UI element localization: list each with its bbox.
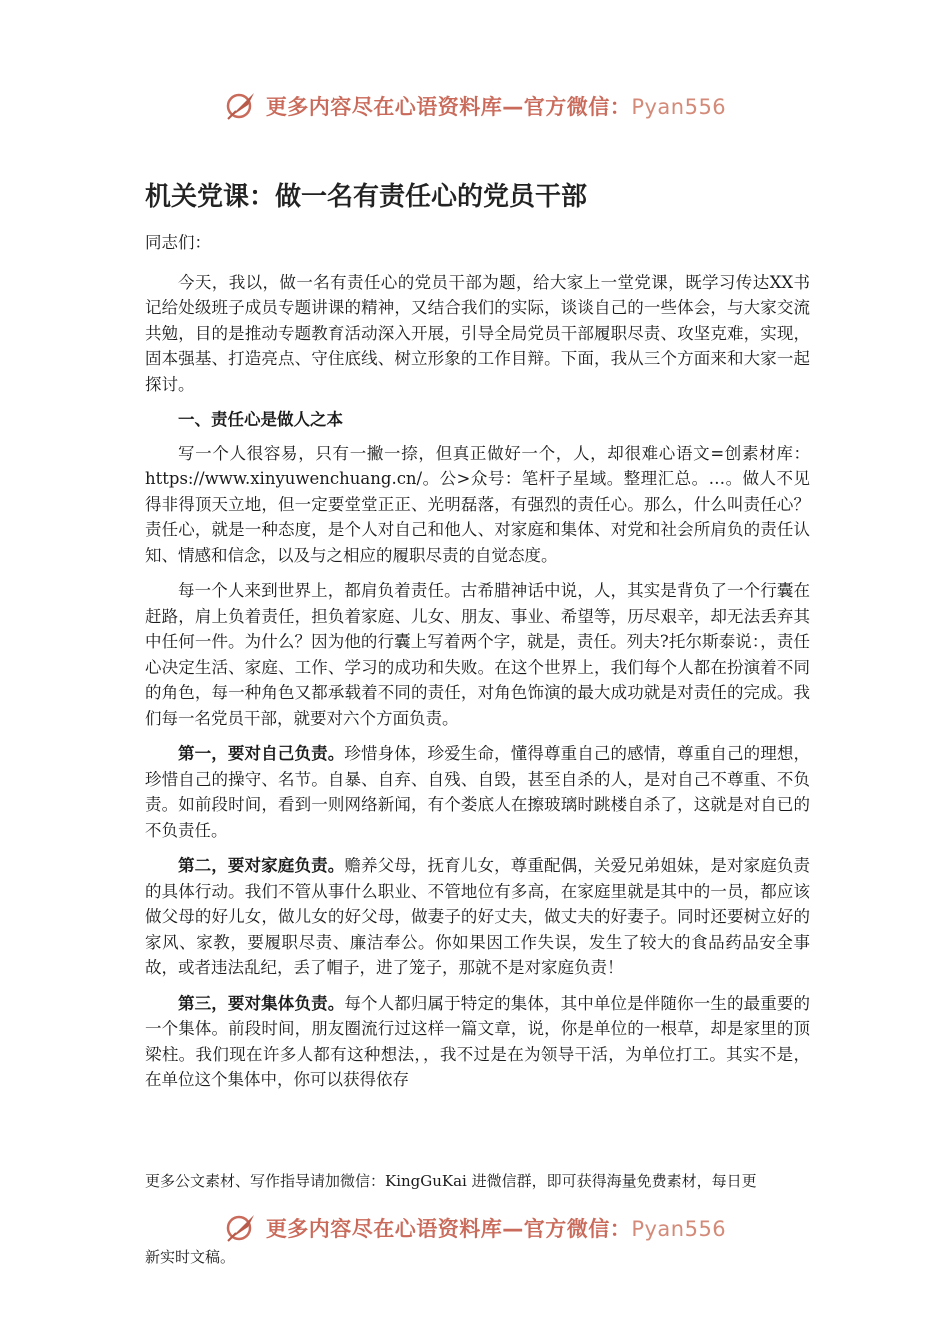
point-3-lead: 第三，要对集体负责。	[178, 993, 345, 1013]
paragraph-1: 写一个人很容易，只有一撇一捺，但真正做好一个，人，却很难心语文=创素材库：https://www.xinyuwenchuang.cn/。公>众号：笔杆子星域。整理汇总。…。做人不见得非得顶天立地，但一定要堂堂正正、光明磊落，有强烈的责任心。那么，什么叫责任心？责任心，就是一种态度，是个人对自己和他人、对家庭和集体、对党和社会所肩负的责任认知、情感和信念，以及与之相应的履职尽责的自觉态度。	[145, 443, 810, 565]
bottom-banner	[0, 1208, 950, 1248]
paragraph-2: 每一个人来到世界上，都肩负着责任。古希腊神话中说，人，其实是背负了一个行囊在赶路，肩上负着责任，担负着家庭、儿女、朋友、事业、希望等，历尽艰辛，却无法丢弃其中任何一件。为什么？因为他的行囊上写着两个字，就是，责任。列夫?托尔斯泰说：，责任心决定生活、家庭、工作、学习的成功和失败。在这个世界上，我们每个人都在扮演着不同的角色，每一种角色又都承载着不同的责任，对角色饰演的最大成功就是对责任的完成。我们每一名党员干部，就要对六个方面负责。	[145, 581, 810, 728]
banner-text: 更多内容尽在心语资料库—官方微信：Pyan556	[265, 1217, 727, 1241]
quill-logo-icon	[224, 89, 258, 123]
paragraph-family-responsibility	[145, 853, 810, 981]
point-2-body: 赡养父母，抚育儿女，尊重配偶，关爱兄弟姐妹，是对家庭负责的具体行动。我们不管从事什么职业、不管地位有多高，在家庭里就是其中的一员，都应该做父母的好儿女，做儿女的好父母，做妻子的好丈夫，做丈夫的好妻子。同时还要树立好的家风、家教，要履职尽责、廉洁奉公。你如果因工作失误，发生了较大的食品药品安全事故，或者违法乱纪，丢了帽子，进了笼子，那就不是对家庭负责！	[145, 856, 811, 977]
paragraph-self-responsibility	[145, 741, 810, 843]
point-1-lead: 第一，要对自己负责。	[178, 744, 345, 763]
point-3-body: 每个人都归属于特定的集体，其中单位是伴随你一生的最重要的一个集体。前段时间，朋友圈流行过这样一篇文章，说，你是单位的一根草，却是家里的顶梁柱。我们现在许多人都有这种想法，，我不过是在为领导干活，为单位打工。其实不是，在单位这个集体中，你可以获得依存	[145, 993, 811, 1089]
document-body	[145, 230, 810, 1103]
top-banner	[0, 86, 950, 126]
intro-paragraph: 今天，我以，做一名有责任心的党员干部为题，给大家上一堂党课，既学习传达XX书记给处级班子成员专题讲课的精神，又结合我们的实际，谈谈自己的一些体会，与大家交流共勉，目的是推动专题教育活动深入开展，引导全局党员干部履职尽责、攻坚克难，实现，固本强基、打造亮点、守住底线、树立形象的工作目辩。下面，我从三个方面来和大家一起探讨。	[145, 272, 810, 394]
banner-text: 更多内容尽在心语资料库—官方微信：Pyan556	[265, 95, 727, 119]
point-2-lead: 第二，要对家庭负责。	[178, 856, 345, 875]
paragraph-collective-responsibility	[145, 991, 810, 1093]
document-title: 机关党课：做一名有责任心的党员干部	[145, 182, 588, 212]
footer-note: 更多公文素材、写作指导请加微信：KingGuKai 进微信群，即可获得海量免费素材，每日更	[145, 1172, 757, 1190]
banner-wechat-id: Pyan556	[631, 1217, 727, 1241]
section-heading-1: 一、责任心是做人之本	[178, 410, 343, 429]
point-1-body: 珍惜身体，珍爱生命，懂得尊重自己的感情，尊重自己的理想，珍惜自己的操守、名节。自暴、自弃、自残、自毁，甚至自杀的人，是对自己不尊重、不负责。如前段时间，看到一则网络新闻，有个娄底人在擦玻璃时跳楼自杀了，这就是对自已的不负责任。	[145, 744, 811, 840]
footer-tail: 新实时文稿。	[145, 1248, 236, 1266]
quill-logo-icon	[224, 1211, 258, 1245]
banner-wechat-id: Pyan556	[631, 95, 727, 119]
greeting: 同志们：	[145, 233, 211, 252]
